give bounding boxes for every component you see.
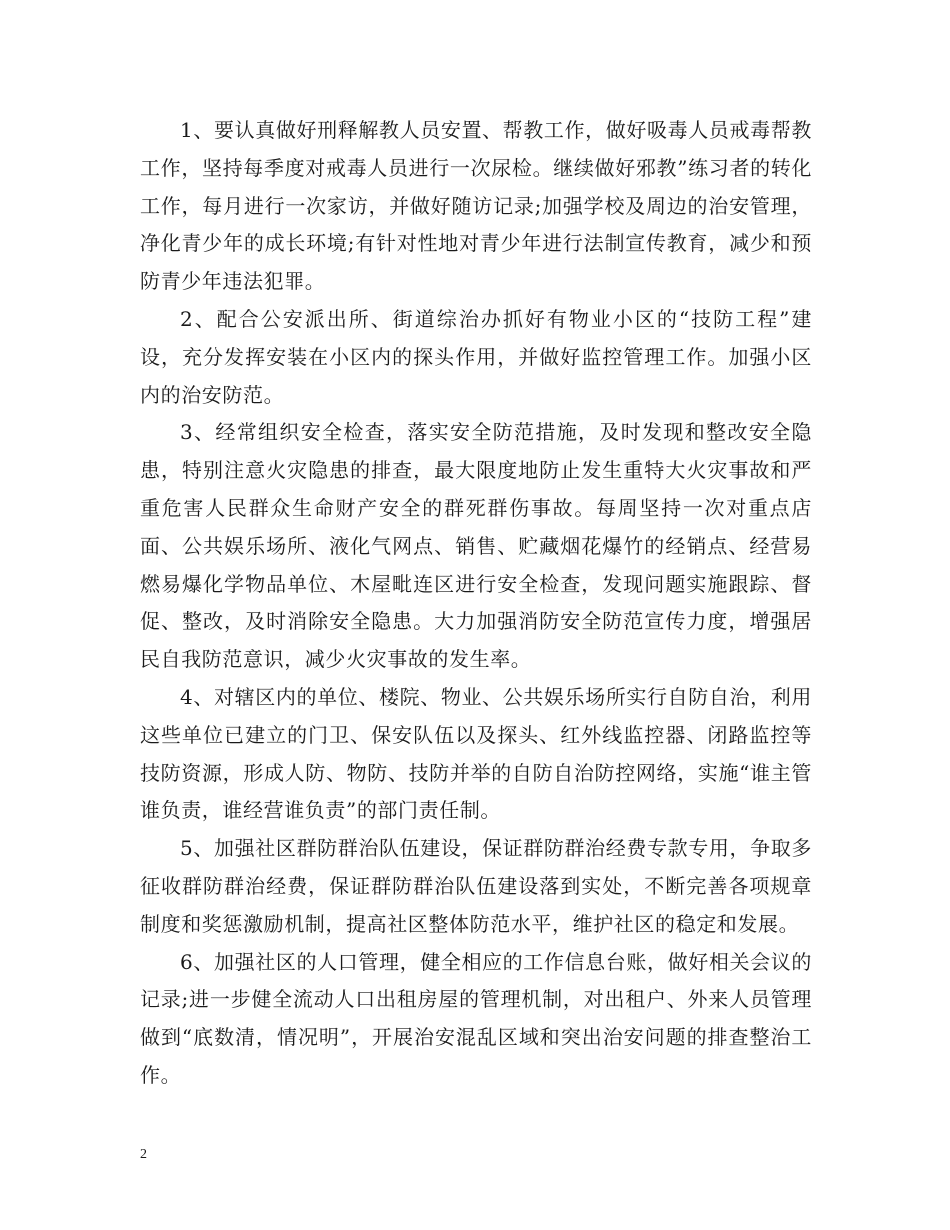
paragraph-3: 3、经常组织安全检查，落实安全防范措施，及时发现和整改安全隐患，特别注意火灾隐患的排查，最大限度地防止发生重特大火灾事故和严重危害人民群众生命财产安全的群死群伤事故。每周坚持一次对重点店面、公共娱乐场所、液化气网点、销售、贮藏烟花爆竹的经销点、经营易燃易爆化学物品单位、木屋毗连区进行安全检查，发现问题实施跟踪、督促、整改，及时消除安全隐患。大力加强消防安全防范宣传力度，增强居民自我防范意识，减少火灾事故的发生率。 [140,420,812,672]
paragraph-4: 4、对辖区内的单位、楼院、物业、公共娱乐场所实行自防自治，利用这些单位已建立的门卫、保安队伍以及探头、红外线监控器、闭路监控等技防资源，形成人防、物防、技防并举的自防自治防控网络，实施“谁主管谁负责，谁经营谁负责”的部门责任制。 [140,684,812,823]
paragraph-6: 6、加强社区的人口管理，健全相应的工作信息台账，做好相关会议的记录;进一步健全流动人口出租房屋的管理机制，对出租户、外来人员管理做到“底数清，情况明”，开展治安混乱区域和突出治安问题的排查整治工作。 [140,949,812,1087]
document-body [140,112,812,1095]
paragraph-1: 1、要认真做好刑释解教人员安置、帮教工作，做好吸毒人员戒毒帮教工作，坚持每季度对戒毒人员进行一次尿检。继续做好邪教”练习者的转化工作，每月进行一次家访，并做好随访记录;加强学校及周边的治安管理，净化青少年的成长环境;有针对性地对青少年进行法制宣传教育，减少和预防青少年违法犯罪。 [140,118,812,294]
paragraph-5: 5、加强社区群防群治队伍建设，保证群防群治经费专款专用，争取多征收群防群治经费，保证群防群治队伍建设落到实处，不断完善各项规章制度和奖惩激励机制，提高社区整体防范水平，维护社区的稳定和发展。 [140,836,812,936]
page-number: 2 [140,1147,147,1162]
paragraph-2: 2、配合公安派出所、街道综治办抓好有物业小区的“技防工程”建设，充分发挥安装在小区内的探头作用，并做好监控管理工作。加强小区内的治安防范。 [140,306,812,407]
